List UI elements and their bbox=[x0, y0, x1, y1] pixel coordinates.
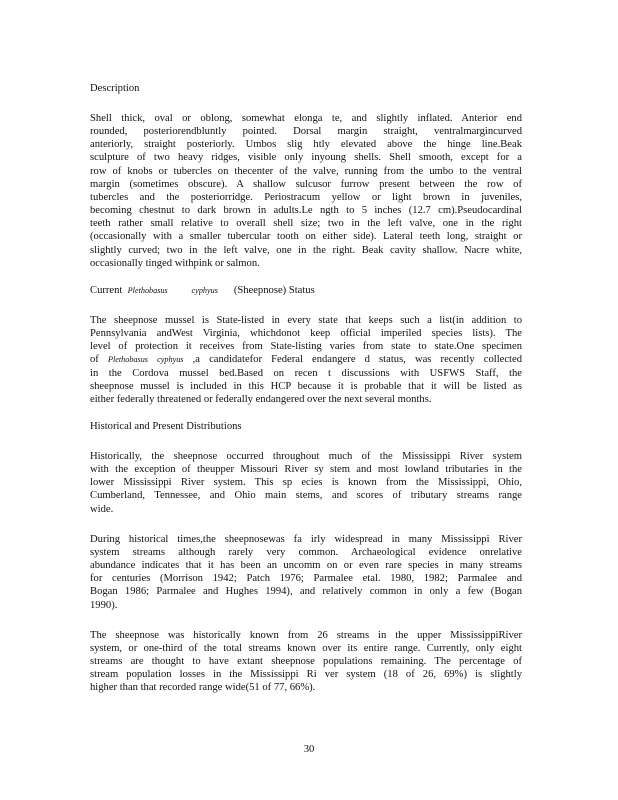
distributions-heading: Historical and Present Distributions bbox=[90, 420, 242, 432]
text-line: (occasionally with a smaller tubercular tooth on either side). Lateral teeth long, straight or bbox=[90, 231, 522, 243]
status-heading-prefix: Current bbox=[90, 284, 123, 296]
line-genus: Plethobasus bbox=[107, 355, 148, 365]
text-line: level of protection it receives from State-listing varies from state to state.One specimen bbox=[90, 341, 522, 353]
text-line: becoming chestnut to dark brown in adults.Le ngth to 5 inches (12.7 cm).Pseudocardinal bbox=[90, 205, 522, 217]
text-line: 1990). bbox=[90, 599, 118, 611]
text-line: sheepnose mussel is included in this HCP because it is probable that it will be listed as bbox=[90, 380, 522, 392]
status-species: cyphyus bbox=[191, 285, 218, 295]
text-line: Pennsylvania andWest Virginia, whichdonot keep official imperiled species lists). The bbox=[90, 328, 522, 340]
text-line: higher than that recorded range wide(51 of 77, 66%). bbox=[90, 682, 316, 694]
text-line: wide. bbox=[90, 503, 114, 515]
text-line: Shell thick, oval or oblong, somewhat elonga te, and slightly inflated. Anterior end bbox=[90, 113, 522, 124]
line-species: cyphyus bbox=[157, 355, 184, 365]
line-prefix: of bbox=[90, 354, 99, 366]
text-line: either federally threatened or federally endangered over the next several months. bbox=[90, 393, 432, 405]
description-heading: Description bbox=[90, 83, 140, 94]
text-line: rounded, posteriorendbluntly pointed. Dorsal margin straight, ventralmargincurved bbox=[90, 126, 522, 138]
text-line: Bogan 1986; Parmalee and Hughes 1994), and relatively common in only a few (Bogan bbox=[90, 586, 522, 598]
text-line: During historical times,the sheepnosewas fa irly widespread in many Mississippi River bbox=[90, 533, 522, 545]
text-line: tubercles and the posteriorridge. Periostracum yellow or light brown in juveniles, bbox=[90, 191, 522, 203]
text-line: slightly curved; two in the left valve, one in the right. Beak cavity shallow. Nacre white, bbox=[90, 244, 522, 256]
status-heading bbox=[90, 284, 522, 297]
text-line: lower Mississippi River system. This sp ecies is known from the Mississippi, Ohio, bbox=[90, 477, 522, 489]
text-line: sculpture of two heavy ridges, visible only inyoung shells. Shell smooth, except for a bbox=[90, 152, 522, 164]
text-line: streams are thought to have extant sheepnose populations remaining. The percentage of bbox=[90, 656, 522, 667]
text-line: The sheepnose was historically known from 26 streams in the upper MississippiRiver bbox=[90, 629, 522, 641]
text-line: Historically, the sheepnose occurred throughout much of the Mississippi River system bbox=[90, 450, 522, 462]
text-line: occasionally tinged withpink or salmon. bbox=[90, 257, 260, 269]
line-suffix: ,a candidatefor Federal endangere d status, was recently collected bbox=[192, 354, 522, 366]
status-genus: Plethobasus bbox=[127, 285, 168, 295]
text-line: stream population losses in the Mississippi Ri ver system (18 of 26, 69%) is slightly bbox=[90, 669, 522, 681]
text-line: in the Cordova mussel bed.Based on recen t discussions with USFWS Staff, the bbox=[90, 367, 522, 379]
distributions-paragraph-2 bbox=[90, 533, 522, 612]
status-heading-suffix: (Sheepnose) Status bbox=[233, 284, 315, 296]
text-line: Cumberland, Tennessee, and Ohio main stems, and scores of tributary streams range bbox=[90, 490, 522, 502]
text-line: row of knobs or tubercles on thecenter of the valve, running from the umbo to the ventral bbox=[90, 165, 522, 177]
text-line-species bbox=[90, 353, 522, 366]
status-paragraph bbox=[90, 314, 522, 406]
document-body bbox=[90, 82, 522, 694]
distributions-paragraph-3 bbox=[90, 629, 522, 695]
text-line: margin (sometimes obscure). A shallow sulcusor furrow present between the row of bbox=[90, 178, 522, 190]
text-line: system streams although rarely very common. Archaeological evidence onrelative bbox=[90, 546, 522, 558]
page-number: 30 bbox=[303, 744, 315, 755]
description-paragraph bbox=[90, 112, 522, 270]
text-line: anteriorly, straight posteriorly. Umbos slig htly elevated above the hinge line.Beak bbox=[90, 139, 522, 151]
text-line: abundance indicates that it has been an uncomm on or even rare species in many streams bbox=[90, 560, 522, 572]
text-line: teeth rather small relative to overall shell size; two in the left valve, one in the right bbox=[90, 218, 522, 230]
distributions-paragraph-1 bbox=[90, 450, 522, 516]
text-line: with the exception of theupper Missouri River sy stem and most lowland tributaries in the bbox=[90, 464, 522, 476]
text-line: system, or one-third of the total streams known over its entire range. Currently, only eight bbox=[90, 642, 522, 654]
text-line: The sheepnose mussel is State-listed in every state that keeps such a list(in addition to bbox=[90, 314, 522, 326]
text-line: for centuries (Morrison 1942; Patch 1976; Parmalee etal. 1980, 1982; Parmalee and bbox=[90, 573, 522, 585]
